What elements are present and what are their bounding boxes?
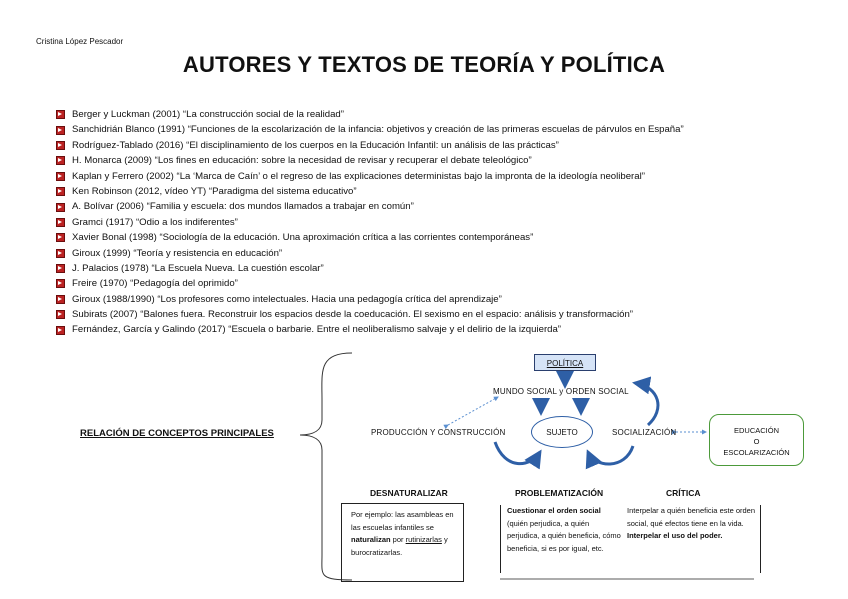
list-item: Xavier Bonal (1998) “Sociología de la educación. Una aproximación crítica a las corrientes contemporáneas”: [56, 230, 684, 245]
list-item: Berger y Luckman (2001) “La construcción social de la realidad”: [56, 107, 684, 122]
list-item: Giroux (1988/1990) “Los profesores como intelectuales. Hacia una pedagogía crítica del aprendizaje”: [56, 292, 684, 307]
list-item: Ken Robinson (2012, vídeo YT) “Paradigma del sistema educativo”: [56, 184, 684, 199]
list-item: A. Bolívar (2006) “Familia y escuela: dos mundos llamados a trabajar en común”: [56, 199, 684, 214]
list-item: Sanchidrián Blanco (1991) “Funciones de la escolarización de la infancia: objetivos y creación de las primeras escuelas de párvulos en España”: [56, 122, 684, 137]
list-item: Freire (1970) “Pedagogía del oprimido”: [56, 276, 684, 291]
bullet-arrow-icon: [56, 187, 65, 196]
problematizacion-text: Cuestionar el orden social (quién perjudica, a quién perjudica, a quién beneficia, cómo beneficia, si es por igual, etc.: [500, 505, 622, 573]
list-item: Giroux (1999) “Teoría y resistencia en educación”: [56, 246, 684, 261]
educacion-line-2: O: [753, 437, 760, 446]
bullet-arrow-icon: [56, 156, 65, 165]
produccion-label: PRODUCCIÓN Y CONSTRUCCIÓN: [371, 428, 506, 437]
bullet-arrow-icon: [56, 110, 65, 119]
list-item: Rodríguez-Tablado (2016) “El disciplinamiento de los cuerpos en la Educación Infantil: un análisis de las prácticas”: [56, 138, 684, 153]
bullet-arrow-icon: [56, 172, 65, 181]
curve-socializacion-mundo: [635, 383, 658, 425]
bullet-arrow-icon: [56, 141, 65, 150]
bullet-arrow-icon: [56, 295, 65, 304]
list-item: Fernández, García y Galindo (2017) “Escuela o barbarie. Entre el neoliberalismo salvaje y el delirio de la izquierda”: [56, 322, 684, 337]
page-title: AUTORES Y TEXTOS DE TEORÍA Y POLÍTICA: [182, 52, 666, 77]
bullet-arrow-icon: [56, 310, 65, 319]
dotted-produccion-mundo: [448, 397, 498, 425]
list-item: J. Palacios (1978) “La Escuela Nueva. La cuestión escolar”: [56, 261, 684, 276]
problematizacion-heading: PROBLEMATIZACIÓN: [515, 488, 604, 498]
socializacion-label: SOCIALIZACIÓN: [612, 428, 677, 437]
curve-socializacion-sujeto: [588, 446, 633, 464]
bullet-arrow-icon: [56, 249, 65, 258]
desnaturalizar-box: Por ejemplo: las asambleas en las escuelas infantiles se naturalizan por rutinizarlas y burocratizarlas.: [341, 503, 464, 582]
desnaturalizar-heading: DESNATURALIZAR: [370, 488, 448, 498]
bullet-arrow-icon: [56, 203, 65, 212]
bullet-arrow-icon: [56, 233, 65, 242]
list-item: Gramci (1917) “Odio a los indiferentes”: [56, 215, 684, 230]
educacion-line-3: ESCOLARIZACIÓN: [723, 448, 790, 457]
author-name: Cristina López Pescador: [36, 37, 124, 46]
curve-produccion-sujeto: [495, 442, 540, 464]
critica-heading: CRÍTICA: [666, 488, 701, 498]
bullet-arrow-icon: [56, 264, 65, 273]
sujeto-ellipse: SUJETO: [531, 416, 593, 448]
mundo-social-label: MUNDO SOCIAL y ORDEN SOCIAL: [493, 387, 629, 396]
references-list: [56, 107, 684, 338]
bullet-arrow-icon: [56, 326, 65, 335]
educacion-line-1: EDUCACIÓN: [733, 426, 779, 435]
politica-box: POLÍTICA: [534, 354, 596, 371]
list-item: Kaplan y Ferrero (2002) “La ‘Marca de Caín’ o el regreso de las explicaciones deterministas bajo la impronta de la ideología neoliberal”: [56, 169, 684, 184]
bullet-arrow-icon: [56, 126, 65, 135]
critica-text: Interpelar a quién beneficia este orden social, qué efectos tiene en la vida. Interpelar el uso del poder.: [621, 505, 761, 573]
educacion-box: [709, 414, 804, 466]
list-item: Subirats (2007) “Balones fuera. Reconstruir los espacios desde la coeducación. El sexismo en el espacio: análisis y transformación”: [56, 307, 684, 322]
list-item: H. Monarca (2009) “Los fines en educación: sobre la necesidad de revisar y recuperar el debate teleológico”: [56, 153, 684, 168]
bullet-arrow-icon: [56, 279, 65, 288]
bullet-arrow-icon: [56, 218, 65, 227]
relation-label: RELACIÓN DE CONCEPTOS PRINCIPALES: [80, 428, 274, 439]
